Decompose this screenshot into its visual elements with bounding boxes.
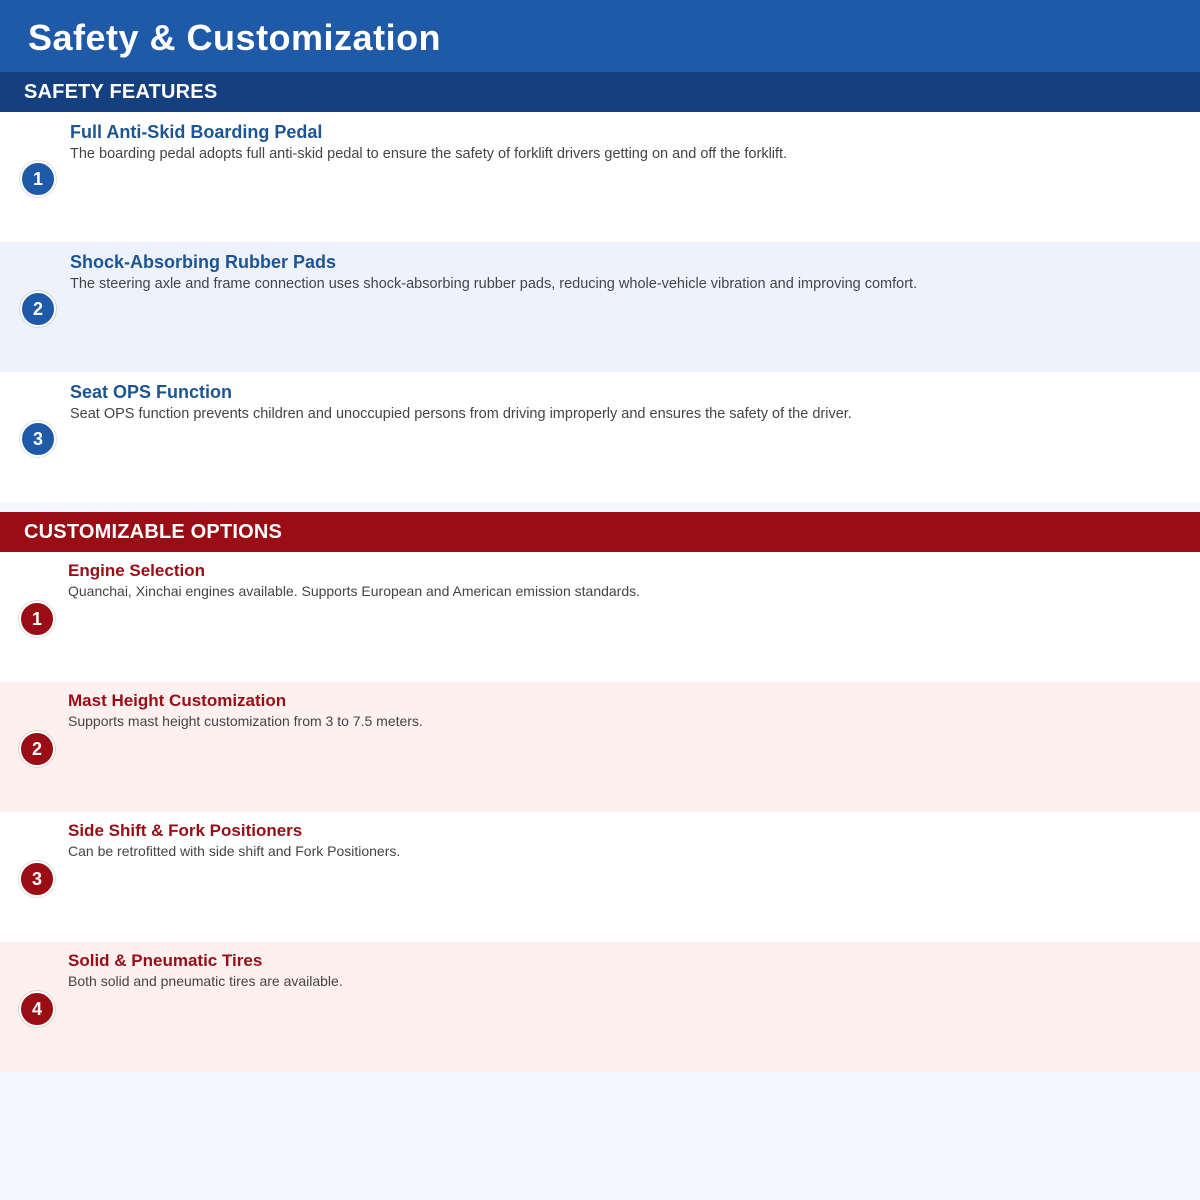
custom-item-side-shift [0,812,1200,942]
safety-features-section [0,72,1200,502]
page-title: Safety & Customization [28,17,442,58]
item-title: Seat OPS Function [70,382,233,402]
item-title: Shock-Absorbing Rubber Pads [70,252,337,272]
number-badge: 3 [20,421,56,457]
item-title: Engine Selection [68,561,205,580]
item-description: The boarding pedal adopts full anti-skid pedal to ensure the safety of forklift drivers getting on and off the forklift. [70,146,788,162]
item-description: Can be retrofitted with side shift and Fork Positioners. [68,843,401,859]
custom-item-mast-height [0,682,1200,812]
number-badge: 2 [20,291,56,327]
number-badge: 4 [19,991,55,1027]
custom-item-tires [0,942,1200,1072]
number-badge: 3 [19,861,55,897]
number-badge: 1 [20,161,56,197]
safety-item-rubber-pads [0,242,1200,372]
item-description: Supports mast height customization from 3 to 7.5 meters. [68,713,423,729]
item-title: Full Anti-Skid Boarding Pedal [70,122,323,142]
safety-features-header [0,72,1200,112]
title-bar [0,0,1200,72]
item-title: Solid & Pneumatic Tires [68,951,263,970]
number-badge: 2 [19,731,55,767]
item-description: Both solid and pneumatic tires are available. [68,973,343,989]
item-description: The steering axle and frame connection uses shock-absorbing rubber pads, reducing whole-vehicle vibration and improving comfort. [70,276,918,292]
safety-item-anti-skid-pedal [0,112,1200,242]
item-title: Mast Height Customization [68,691,287,710]
number-badge: 1 [19,601,55,637]
custom-item-engine-selection [0,552,1200,682]
section-divider [0,502,1200,512]
safety-item-seat-ops [0,372,1200,502]
customizable-options-section [0,512,1200,1072]
item-description: Quanchai, Xinchai engines available. Supports European and American emission standards. [68,583,641,599]
item-title: Side Shift & Fork Positioners [68,821,303,840]
item-description: Seat OPS function prevents children and unoccupied persons from driving improperly and ensures the safety of the driver. [70,406,852,422]
customizable-options-header [0,512,1200,552]
safety-features-heading: SAFETY FEATURES [24,80,218,103]
customizable-options-heading: CUSTOMIZABLE OPTIONS [24,520,283,543]
